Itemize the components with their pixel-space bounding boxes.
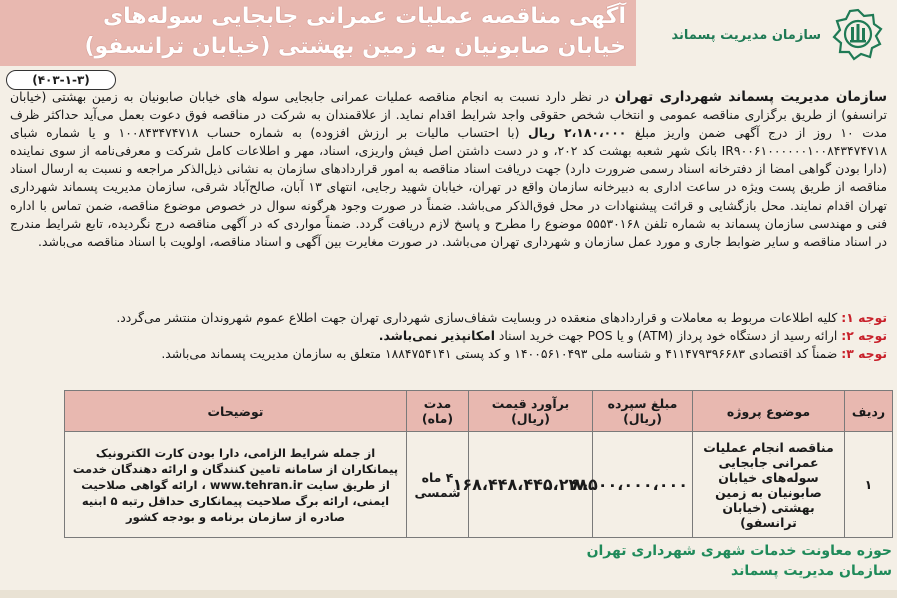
tender-table-grid (64, 390, 893, 538)
cell-deposit-amount: ۸،۵۰۰،۰۰۰،۰۰۰ (593, 432, 693, 538)
cell-row-number: ۱ (845, 432, 893, 538)
notice-footer (64, 541, 892, 581)
notes-section (10, 309, 887, 363)
note-text: ضمناً کد اقتصادی ۴۱۱۴۷۹۳۹۶۶۸۳ و شناسه ملی ۱۴۰۰۵۶۱۰۴۹۳ و کد پستی ۱۸۸۴۷۵۴۱۴۱ متعلق به سازمان مدیریت پسماند می‌باشد. (161, 346, 842, 361)
note-emphasis: امکانپذیر نمی‌باشد. (378, 328, 495, 343)
footer-deputy-name: حوزه معاونت خدمات شهری شهرداری تهران (586, 543, 892, 559)
header-row-number: ردیف (845, 391, 893, 432)
note-label: توجه ۳: (841, 346, 887, 361)
header-description: توضیحات (65, 391, 407, 432)
cell-project-subject: مناقصه انجام عملیات عمرانی جابجایی سوله‌های خیابان صابونیان به زمین بهشتی (خیابان ترانسفو) (693, 432, 845, 538)
header-price-estimate: برآورد قیمت (ریال) (469, 391, 593, 432)
organization-branding (640, 0, 897, 66)
document-fee-amount: ۲،۱۸۰،۰۰۰ ریال (527, 125, 627, 141)
bottom-divider (0, 590, 897, 598)
note-text: کلیه اطلاعات مربوط به معاملات و قراردادهای منعقده در وبسایت شفاف‌سازی شهرداری تهران جهت اطلاع عموم شهروندان منتشر می‌گردد. (116, 310, 842, 325)
table-row (65, 432, 893, 538)
header-deposit-amount: مبلغ سپرده (ریال) (593, 391, 693, 432)
municipality-emblem-icon (831, 7, 885, 61)
note-text: ارائه رسید از دستگاه خود پرداز (ATM) و یا POS جهت خرید اسناد (494, 328, 842, 343)
title-banner (0, 0, 636, 66)
header-duration: مدت (ماه) (407, 391, 469, 432)
table-header-row (65, 391, 893, 432)
notice-title-line-2: خیابان صابونیان به زمین بهشتی (خیابان ترانسفو) (84, 34, 626, 59)
footer-organization-name: سازمان مدیریت پسماند (731, 563, 892, 579)
cell-price-estimate: ۱۶۸،۴۴۸،۴۴۵،۲۴۸ (469, 432, 593, 538)
body-text-part-1: در نظر دارد نسبت به انجام مناقصه عملیات عمرانی جابجایی سوله های خیابان صابونیان به زمین بهشتی (خیابان ترانسفو) از طریق برگزاری مناقصه عمومی و انتخاب شخص حقوقی واجد شرایط اقدام نماید. از علاقمندان به شرکت در مناقصه فوق دعوت بعمل می‌آید حداکثر ظرف مدت ۱۰ روز از درج آگهی ضمن واریز مبلغ (10, 89, 887, 141)
organization-name: سازمان مدیریت پسماند (671, 28, 821, 43)
notice-body (10, 88, 887, 251)
note-item (10, 309, 887, 327)
cell-description: از جمله شرایط الزامی، دارا بودن کارت الکترونیک پیمانکاران از سامانه تامین کنندگان و ارائه دهندگان خدمت از طریق سایت www.tehran.ir ، ارائه گواهی صلاحیت ایمنی، ارائه برگ صلاحیت پیمانکاری حداقل رتبه ۵ ابنیه صادره از سازمان برنامه و بودجه کشور (65, 432, 407, 538)
notice-header (0, 0, 897, 66)
note-label: توجه ۱: (841, 310, 887, 325)
note-item (10, 345, 887, 363)
notice-title-line-1: آگهی مناقصه عملیات عمرانی جابجایی سوله‌های (102, 4, 626, 29)
note-item (10, 327, 887, 345)
note-label: توجه ۲: (841, 328, 887, 343)
cell-duration: ۴ ماه شمسی (407, 432, 469, 538)
header-project-subject: موضوع پروژه (693, 391, 845, 432)
organization-lead: سازمان مدیریت پسماند شهرداری تهران (614, 89, 887, 105)
tender-table (64, 390, 892, 538)
body-text-part-2: (با احتساب مالیات بر ارزش افزوده) به شماره حساب ۱۰۰۸۴۳۴۷۴۷۱۸ و یا شماره شبای IR۹۰۰۶۱۰۰۰۰۰۰۱۰۰۸۴۳۴۷۴۷۱۸ بانک شهر شعبه بهشت کد ۲۰۲، و در دست داشتن اصل فیش واریزی، اسناد، مهر و اطلاعات کامل شرکت و معرفی‌نامه از سوی نماینده (دارا بودن گواهی امضا از دفترخانه اسناد رسمی ضرورت دارد) جهت دریافت اسناد مناقصه به امور قراردادهای سازمان به نشانی ذیل‌الذکر مراجعه و نسبت به ارسال اسناد مناقصه از طریق پست ویژه در ساعت اداری به دبیرخانه سازمان واقع در تهران، خیابان شهید رجایی، انتهای ۱۳ آبان، صالح‌آباد شرقی، سازمان مدیریت پسماند شهرداری تهران اقدام نمایند. محل بازگشایی و قرائت پیشنهادات در محل فوق‌الذکر می‌باشد. ضمناً در صورت وجود هرگونه سوال در خصوص موضوع مناقصه، ضمن تماس با اداره فنی و مهندسی سازمان پسماند به شماره تلفن ۵۵۵۳۰۱۶۸ موضوع را مطرح و پاسخ لازم دریافت گردد. ضمناً مواردی که در آگهی مناقصه درج نگردیده، تابع شرایط مندرج در اسناد مناقصه و سایر ضوابط جاری و مورد عمل سازمان و شهرداری تهران می‌باشد. در صورت مغایرت بین آگهی و اسناد مناقصه، اولویت با اسناد مناقصه می‌باشد. (10, 125, 888, 249)
ad-reference-number: (۴۰۳-۱-۳) (6, 70, 116, 90)
